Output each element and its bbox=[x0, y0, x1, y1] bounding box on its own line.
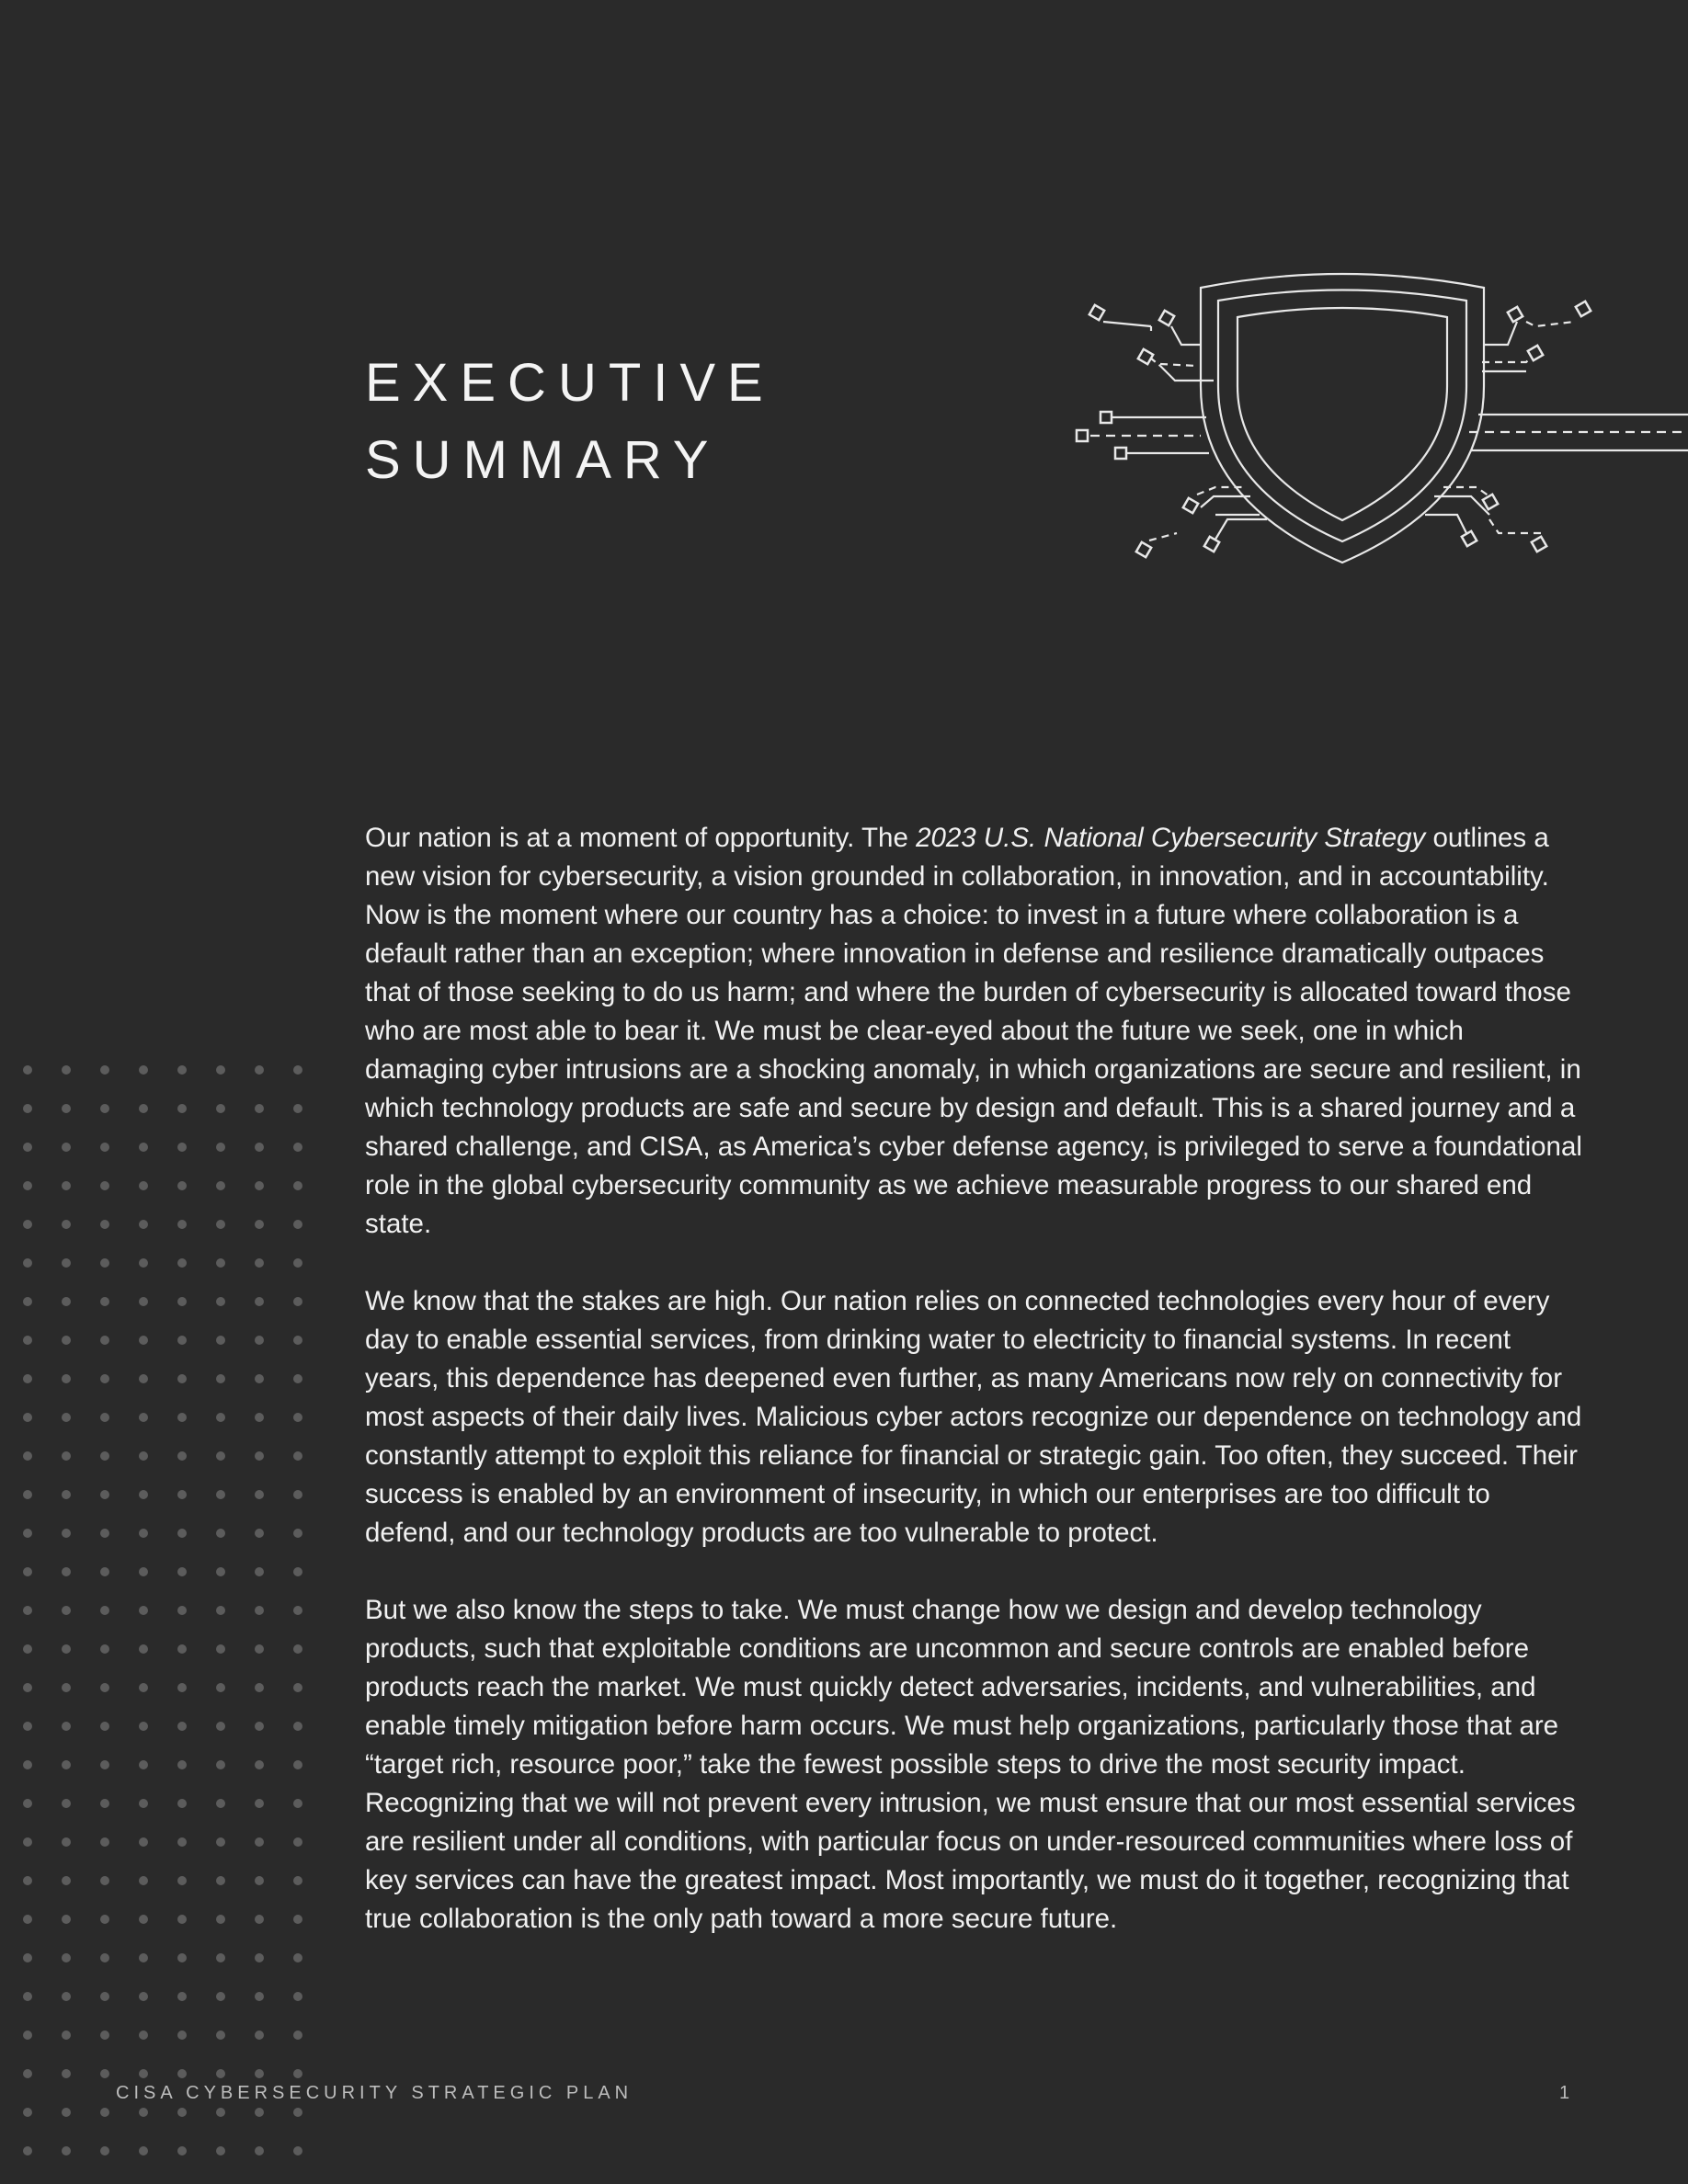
pattern-dot bbox=[139, 1529, 148, 1538]
paragraph-3: But we also know the steps to take. We must change how we design and develop technology products, such that exploitable conditions are uncommon and secure controls are enabled before products reach the market. We must quickly detect adversaries, incidents, and vulnerabilities, and enable timely mitigation before harm occurs. We must help organizations, particularly those that are “target rich, resource poor,” take the fewest possible steps to drive the most security impact. Recognizing that we will not prevent every intrusion, we must ensure that our most essential services are resilient under all conditions, with particular focus on under-resourced communities where loss of key services can have the greatest impact. Most importantly, we must do it together, recognizing that true collaboration is the only path toward a more secure future. bbox=[365, 1595, 1576, 1934]
pattern-dot bbox=[23, 1837, 32, 1847]
pattern-dot bbox=[293, 1413, 302, 1422]
pattern-dot bbox=[100, 1413, 109, 1422]
pattern-dot bbox=[216, 1297, 225, 1306]
pattern-dot bbox=[293, 1258, 302, 1268]
pattern-dot bbox=[255, 1297, 264, 1306]
pattern-dot bbox=[100, 1490, 109, 1499]
pattern-dot bbox=[100, 1953, 109, 1962]
pattern-dot bbox=[62, 1876, 71, 1885]
pattern-dot bbox=[177, 1760, 187, 1769]
pattern-dot bbox=[255, 1683, 264, 1692]
pattern-dot bbox=[177, 1297, 187, 1306]
pattern-dot bbox=[177, 1451, 187, 1461]
pattern-dot bbox=[62, 1529, 71, 1538]
pattern-dot bbox=[139, 1799, 148, 1808]
pattern-dot bbox=[216, 1413, 225, 1422]
pattern-dot bbox=[216, 1065, 225, 1075]
pattern-dot bbox=[62, 1915, 71, 1924]
pattern-dot bbox=[293, 1953, 302, 1962]
pattern-dot bbox=[100, 1799, 109, 1808]
pattern-dot bbox=[100, 1258, 109, 1268]
pattern-dot bbox=[293, 1876, 302, 1885]
pattern-dot bbox=[177, 1413, 187, 1422]
pattern-dot bbox=[23, 1143, 32, 1152]
pattern-dot bbox=[23, 1258, 32, 1268]
pattern-dot bbox=[62, 1760, 71, 1769]
pattern-dot bbox=[100, 1297, 109, 1306]
pattern-dot bbox=[23, 1876, 32, 1885]
pattern-dot bbox=[23, 1606, 32, 1615]
pattern-dot bbox=[255, 1143, 264, 1152]
pattern-dot bbox=[293, 2069, 302, 2078]
pattern-dot bbox=[216, 1644, 225, 1654]
pattern-dot bbox=[255, 1722, 264, 1731]
pattern-dot bbox=[177, 1258, 187, 1268]
pattern-dot bbox=[100, 1644, 109, 1654]
pattern-dot bbox=[216, 2030, 225, 2040]
pattern-dot bbox=[23, 1567, 32, 1576]
pattern-dot bbox=[255, 1799, 264, 1808]
page-title bbox=[365, 345, 775, 499]
pattern-dot bbox=[23, 1490, 32, 1499]
pattern-dot bbox=[293, 1529, 302, 1538]
page-number: 1 bbox=[1559, 2083, 1570, 2103]
paragraph-1-start: Our nation is at a moment of opportunity. The bbox=[365, 823, 917, 853]
pattern-dot bbox=[216, 1760, 225, 1769]
pattern-dot bbox=[23, 1799, 32, 1808]
pattern-dot bbox=[293, 1722, 302, 1731]
pattern-dot bbox=[23, 1065, 32, 1075]
pattern-dot bbox=[139, 2069, 148, 2078]
pattern-dot bbox=[100, 1374, 109, 1383]
pattern-dot bbox=[255, 2146, 264, 2156]
pattern-dot bbox=[216, 2069, 225, 2078]
pattern-dot bbox=[293, 1065, 302, 1075]
paragraph-1 bbox=[365, 819, 1588, 1244]
pattern-dot bbox=[177, 1220, 187, 1229]
pattern-dot bbox=[62, 1374, 71, 1383]
pattern-dot bbox=[139, 1915, 148, 1924]
pattern-dot bbox=[100, 1336, 109, 1345]
pattern-dot bbox=[177, 1799, 187, 1808]
pattern-dot bbox=[23, 1451, 32, 1461]
pattern-dot bbox=[62, 1953, 71, 1962]
pattern-dot bbox=[100, 1220, 109, 1229]
pattern-dot bbox=[216, 1104, 225, 1113]
pattern-dot bbox=[139, 1181, 148, 1190]
pattern-dot bbox=[100, 1104, 109, 1113]
pattern-dot bbox=[23, 1722, 32, 1731]
pattern-dot bbox=[100, 2146, 109, 2156]
pattern-dot bbox=[139, 1220, 148, 1229]
pattern-dot bbox=[23, 2108, 32, 2117]
pattern-dot bbox=[177, 1837, 187, 1847]
paragraph-1-end: outlines a new vision for cybersecurity, a vision grounded in collaboration, in innovation, and in accountability. Now is the moment where our country has a choice: to invest in a future where collaboration is a default rather than an exception; where innovation in defense and resilience dramatically outpaces that of those seeking to do us harm; and where the burden of cybersecurity is allocated toward those who are most able to bear it. We must be clear-eyed about the future we seek, one in which damaging cyber intrusions are a shocking anomaly, in which organizations are secure and resilient, in which technology products are safe and secure by design and default. This is a shared journey and a shared challenge, and CISA, as America’s cyber defense agency, is privileged to serve a foundational role in the global cybersecurity community as we achieve measurable progress to our shared end state. bbox=[365, 823, 1582, 1239]
pattern-dot bbox=[177, 1065, 187, 1075]
pattern-dot bbox=[62, 1297, 71, 1306]
pattern-dot bbox=[62, 1181, 71, 1190]
title-line-1: EXECUTIVE bbox=[365, 353, 775, 413]
pattern-dot bbox=[177, 1143, 187, 1152]
pattern-dot bbox=[177, 2108, 187, 2117]
pattern-dot bbox=[62, 1220, 71, 1229]
pattern-dot bbox=[139, 2146, 148, 2156]
pattern-dot bbox=[216, 1915, 225, 1924]
pattern-dot bbox=[255, 2108, 264, 2117]
pattern-dot bbox=[62, 1567, 71, 1576]
pattern-dot bbox=[255, 2069, 264, 2078]
pattern-dot bbox=[62, 1451, 71, 1461]
pattern-dot bbox=[293, 1915, 302, 1924]
pattern-dot bbox=[177, 1606, 187, 1615]
pattern-dot bbox=[100, 1529, 109, 1538]
pattern-dot bbox=[216, 1722, 225, 1731]
pattern-dot bbox=[62, 1143, 71, 1152]
pattern-dot bbox=[100, 1683, 109, 1692]
pattern-dot bbox=[177, 1722, 187, 1731]
pattern-dot bbox=[100, 2069, 109, 2078]
pattern-dot bbox=[100, 1837, 109, 1847]
pattern-dot bbox=[139, 1258, 148, 1268]
pattern-dot bbox=[139, 1606, 148, 1615]
pattern-dot bbox=[139, 1490, 148, 1499]
pattern-dot bbox=[139, 1297, 148, 1306]
footer-doc-title: CISA CYBERSECURITY STRATEGIC PLAN bbox=[116, 2083, 633, 2103]
pattern-dot bbox=[139, 1837, 148, 1847]
pattern-dot bbox=[177, 1104, 187, 1113]
pattern-dot bbox=[255, 1876, 264, 1885]
pattern-dot bbox=[216, 1374, 225, 1383]
pattern-dot bbox=[100, 1722, 109, 1731]
pattern-dot bbox=[139, 1760, 148, 1769]
pattern-dot bbox=[255, 1065, 264, 1075]
pattern-dot bbox=[255, 1644, 264, 1654]
pattern-dot bbox=[293, 1683, 302, 1692]
pattern-dot bbox=[293, 1760, 302, 1769]
shield-circuit-icon bbox=[1066, 267, 1688, 570]
pattern-dot bbox=[139, 2108, 148, 2117]
pattern-dot bbox=[100, 2030, 109, 2040]
pattern-dot bbox=[62, 2108, 71, 2117]
pattern-dot bbox=[139, 1992, 148, 2001]
pattern-dot bbox=[23, 1992, 32, 2001]
pattern-dot bbox=[293, 1567, 302, 1576]
pattern-dot bbox=[293, 1451, 302, 1461]
pattern-dot bbox=[62, 1104, 71, 1113]
pattern-dot bbox=[216, 1529, 225, 1538]
pattern-dot bbox=[216, 2108, 225, 2117]
pattern-dot bbox=[293, 2146, 302, 2156]
pattern-dot bbox=[23, 1683, 32, 1692]
pattern-dot bbox=[255, 1451, 264, 1461]
pattern-dot bbox=[293, 1104, 302, 1113]
pattern-dot bbox=[23, 1104, 32, 1113]
pattern-dot bbox=[255, 1567, 264, 1576]
pattern-dot bbox=[100, 1181, 109, 1190]
pattern-dot bbox=[177, 1490, 187, 1499]
pattern-dot bbox=[216, 1220, 225, 1229]
pattern-dot bbox=[255, 1413, 264, 1422]
pattern-dot bbox=[100, 2108, 109, 2117]
pattern-dot bbox=[255, 1915, 264, 1924]
pattern-dot bbox=[255, 1258, 264, 1268]
pattern-dot bbox=[255, 1837, 264, 1847]
pattern-dot bbox=[62, 1837, 71, 1847]
pattern-dot bbox=[62, 1799, 71, 1808]
pattern-dot bbox=[216, 1490, 225, 1499]
pattern-dot bbox=[23, 1953, 32, 1962]
pattern-dot bbox=[293, 1490, 302, 1499]
pattern-dot bbox=[255, 1992, 264, 2001]
pattern-dot bbox=[62, 1606, 71, 1615]
pattern-dot bbox=[139, 1374, 148, 1383]
pattern-dot bbox=[23, 1644, 32, 1654]
pattern-dot bbox=[177, 1529, 187, 1538]
pattern-dot bbox=[23, 1220, 32, 1229]
pattern-dot bbox=[255, 1760, 264, 1769]
pattern-dot bbox=[139, 1451, 148, 1461]
pattern-dot bbox=[23, 1760, 32, 1769]
pattern-dot bbox=[62, 1413, 71, 1422]
pattern-dot bbox=[216, 2146, 225, 2156]
pattern-dot bbox=[216, 1992, 225, 2001]
pattern-dot bbox=[139, 1567, 148, 1576]
pattern-dot bbox=[62, 1722, 71, 1731]
pattern-dot bbox=[23, 1336, 32, 1345]
pattern-dot bbox=[293, 1181, 302, 1190]
pattern-dot bbox=[139, 1644, 148, 1654]
pattern-dot bbox=[293, 2030, 302, 2040]
pattern-dot bbox=[177, 1336, 187, 1345]
pattern-dot bbox=[293, 1799, 302, 1808]
pattern-dot bbox=[255, 1490, 264, 1499]
strategy-title-italic: 2023 U.S. National Cybersecurity Strategy bbox=[916, 823, 1426, 853]
pattern-dot bbox=[139, 1104, 148, 1113]
pattern-dot bbox=[216, 1799, 225, 1808]
pattern-dot bbox=[293, 1374, 302, 1383]
pattern-dot bbox=[177, 1374, 187, 1383]
pattern-dot bbox=[255, 1104, 264, 1113]
pattern-dot bbox=[216, 1876, 225, 1885]
pattern-dot bbox=[177, 1876, 187, 1885]
pattern-dot bbox=[100, 1915, 109, 1924]
pattern-dot bbox=[255, 1181, 264, 1190]
pattern-dot bbox=[177, 1915, 187, 1924]
pattern-dot bbox=[255, 1220, 264, 1229]
pattern-dot bbox=[62, 1490, 71, 1499]
pattern-dot bbox=[216, 1143, 225, 1152]
pattern-dot bbox=[255, 1374, 264, 1383]
pattern-dot bbox=[23, 1915, 32, 1924]
pattern-dot bbox=[177, 1992, 187, 2001]
pattern-dot bbox=[216, 1258, 225, 1268]
pattern-dot bbox=[177, 1953, 187, 1962]
pattern-dot bbox=[100, 1992, 109, 2001]
pattern-dot bbox=[293, 1143, 302, 1152]
pattern-dot bbox=[177, 1181, 187, 1190]
pattern-dot bbox=[293, 1992, 302, 2001]
pattern-dot bbox=[139, 1722, 148, 1731]
pattern-dot bbox=[23, 2030, 32, 2040]
pattern-dot bbox=[177, 1644, 187, 1654]
pattern-dot bbox=[139, 1143, 148, 1152]
pattern-dot bbox=[216, 1451, 225, 1461]
pattern-dot bbox=[100, 1143, 109, 1152]
pattern-dot bbox=[293, 1606, 302, 1615]
pattern-dot bbox=[100, 1451, 109, 1461]
pattern-dot bbox=[139, 1683, 148, 1692]
pattern-dot bbox=[62, 1683, 71, 1692]
pattern-dot bbox=[139, 1953, 148, 1962]
pattern-dot bbox=[100, 1065, 109, 1075]
pattern-dot bbox=[23, 1297, 32, 1306]
pattern-dot bbox=[255, 1336, 264, 1345]
pattern-dot bbox=[100, 1876, 109, 1885]
pattern-dot bbox=[62, 1065, 71, 1075]
pattern-dot bbox=[23, 1181, 32, 1190]
pattern-dot bbox=[293, 1220, 302, 1229]
pattern-dot bbox=[100, 1760, 109, 1769]
pattern-dot bbox=[23, 2069, 32, 2078]
pattern-dot bbox=[293, 2108, 302, 2117]
pattern-dot bbox=[139, 2030, 148, 2040]
pattern-dot bbox=[255, 1606, 264, 1615]
pattern-dot bbox=[177, 2146, 187, 2156]
pattern-dot bbox=[293, 1336, 302, 1345]
pattern-dot bbox=[23, 2146, 32, 2156]
pattern-dot bbox=[177, 2069, 187, 2078]
dot-grid-pattern bbox=[17, 1059, 311, 2184]
pattern-dot bbox=[62, 1644, 71, 1654]
paragraph-2: We know that the stakes are high. Our nation relies on connected technologies every hour of every day to enable essential services, from drinking water to electricity to financial systems. In recent years, this dependence has deepened even further, as many Americans now rely on connectivity for most aspects of their daily lives. Malicious cyber actors recognize our dependence on technology and constantly attempt to exploit this reliance for financial or strategic gain. Too often, they succeed. Their success is enabled by an environment of insecurity, in which our enterprises are too difficult to defend, and our technology products are too vulnerable to protect. bbox=[365, 1286, 1582, 1548]
pattern-dot bbox=[62, 1258, 71, 1268]
body-text bbox=[365, 819, 1588, 1977]
pattern-dot bbox=[62, 1992, 71, 2001]
pattern-dot bbox=[216, 1683, 225, 1692]
pattern-dot bbox=[216, 1336, 225, 1345]
pattern-dot bbox=[216, 1606, 225, 1615]
pattern-dot bbox=[100, 1567, 109, 1576]
pattern-dot bbox=[62, 2030, 71, 2040]
pattern-dot bbox=[293, 1644, 302, 1654]
pattern-dot bbox=[293, 1837, 302, 1847]
pattern-dot bbox=[216, 1953, 225, 1962]
pattern-dot bbox=[62, 2069, 71, 2078]
pattern-dot bbox=[293, 1297, 302, 1306]
pattern-dot bbox=[216, 1181, 225, 1190]
pattern-dot bbox=[139, 1065, 148, 1075]
title-line-2: SUMMARY bbox=[365, 430, 721, 490]
pattern-dot bbox=[255, 1953, 264, 1962]
pattern-dot bbox=[62, 2146, 71, 2156]
pattern-dot bbox=[216, 1567, 225, 1576]
pattern-dot bbox=[23, 1374, 32, 1383]
pattern-dot bbox=[23, 1413, 32, 1422]
pattern-dot bbox=[62, 1336, 71, 1345]
pattern-dot bbox=[255, 1529, 264, 1538]
pattern-dot bbox=[139, 1413, 148, 1422]
pattern-dot bbox=[139, 1336, 148, 1345]
pattern-dot bbox=[100, 1606, 109, 1615]
pattern-dot bbox=[177, 1567, 187, 1576]
pattern-dot bbox=[255, 2030, 264, 2040]
pattern-dot bbox=[177, 2030, 187, 2040]
pattern-dot bbox=[23, 1529, 32, 1538]
pattern-dot bbox=[216, 1837, 225, 1847]
pattern-dot bbox=[139, 1876, 148, 1885]
pattern-dot bbox=[177, 1683, 187, 1692]
